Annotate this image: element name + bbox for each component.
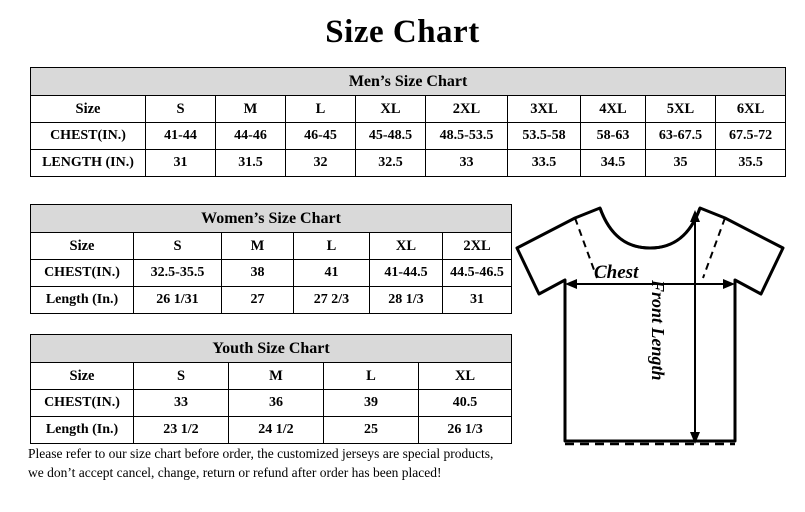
womens-cell: 44.5-46.5 [443,260,512,287]
mens-cell: 58-63 [581,123,646,150]
table-row [31,150,786,177]
mens-row-label: LENGTH (IN.) [31,150,146,177]
table-row [31,287,512,314]
youth-cell: 40.5 [419,390,512,417]
youth-row-label: Length (In.) [31,417,134,444]
womens-header-cell: M [222,233,294,260]
womens-row-label: CHEST(IN.) [31,260,134,287]
disclaimer-line-1: Please refer to our size chart before order, the customized jerseys are special products, [28,446,494,461]
mens-cell: 46-45 [286,123,356,150]
youth-cell: 36 [229,390,324,417]
womens-cell: 27 2/3 [294,287,370,314]
mens-header-cell: S [146,96,216,123]
youth-header-cell: S [134,363,229,390]
table-row [31,260,512,287]
youth-header-cell: L [324,363,419,390]
front-length-measurement-label: Front Length [648,280,668,381]
mens-cell: 32.5 [356,150,426,177]
disclaimer-line-2: we don’t accept cancel, change, return or refund after order has been placed! [28,465,442,480]
mens-table-caption: Men’s Size Chart [31,68,786,96]
youth-size-chart-table [30,334,512,444]
womens-cell: 41 [294,260,370,287]
mens-cell: 44-46 [216,123,286,150]
youth-table-caption: Youth Size Chart [31,335,512,363]
disclaimer-note [28,444,528,482]
table-row [31,390,512,417]
mens-cell: 31.5 [216,150,286,177]
womens-header-cell: 2XL [443,233,512,260]
mens-header-cell: 4XL [581,96,646,123]
chest-measurement-label: Chest [594,262,639,283]
mens-cell: 45-48.5 [356,123,426,150]
mens-cell: 53.5-58 [508,123,581,150]
womens-header-cell: Size [31,233,134,260]
mens-header-cell: 6XL [716,96,786,123]
womens-cell: 32.5-35.5 [134,260,222,287]
mens-header-cell: M [216,96,286,123]
youth-header-cell: M [229,363,324,390]
mens-cell: 35.5 [716,150,786,177]
mens-header-cell: Size [31,96,146,123]
table-row [31,417,512,444]
womens-cell: 26 1/31 [134,287,222,314]
mens-cell: 35 [646,150,716,177]
mens-cell: 33.5 [508,150,581,177]
mens-cell: 34.5 [581,150,646,177]
youth-cell: 25 [324,417,419,444]
womens-cell: 31 [443,287,512,314]
mens-header-cell: XL [356,96,426,123]
womens-header-cell: L [294,233,370,260]
womens-cell: 28 1/3 [370,287,443,314]
youth-header-cell: Size [31,363,134,390]
mens-header-cell: L [286,96,356,123]
youth-row-label: CHEST(IN.) [31,390,134,417]
womens-cell: 27 [222,287,294,314]
mens-cell: 33 [426,150,508,177]
mens-header-cell: 2XL [426,96,508,123]
mens-cell: 67.5-72 [716,123,786,150]
womens-row-label: Length (In.) [31,287,134,314]
youth-cell: 39 [324,390,419,417]
mens-cell: 31 [146,150,216,177]
womens-cell: 38 [222,260,294,287]
mens-cell: 63-67.5 [646,123,716,150]
mens-cell: 32 [286,150,356,177]
mens-row-label: CHEST(IN.) [31,123,146,150]
mens-cell: 41-44 [146,123,216,150]
youth-cell: 24 1/2 [229,417,324,444]
womens-size-chart-table [30,204,512,314]
page-title: Size Chart [325,14,480,50]
table-row [31,123,786,150]
mens-cell: 48.5-53.5 [426,123,508,150]
youth-header-cell: XL [419,363,512,390]
youth-cell: 26 1/3 [419,417,512,444]
youth-cell: 33 [134,390,229,417]
mens-size-chart-table [30,67,786,177]
womens-table-caption: Women’s Size Chart [31,205,512,233]
womens-cell: 41-44.5 [370,260,443,287]
youth-cell: 23 1/2 [134,417,229,444]
mens-header-cell: 5XL [646,96,716,123]
mens-header-cell: 3XL [508,96,581,123]
womens-header-cell: S [134,233,222,260]
womens-header-cell: XL [370,233,443,260]
